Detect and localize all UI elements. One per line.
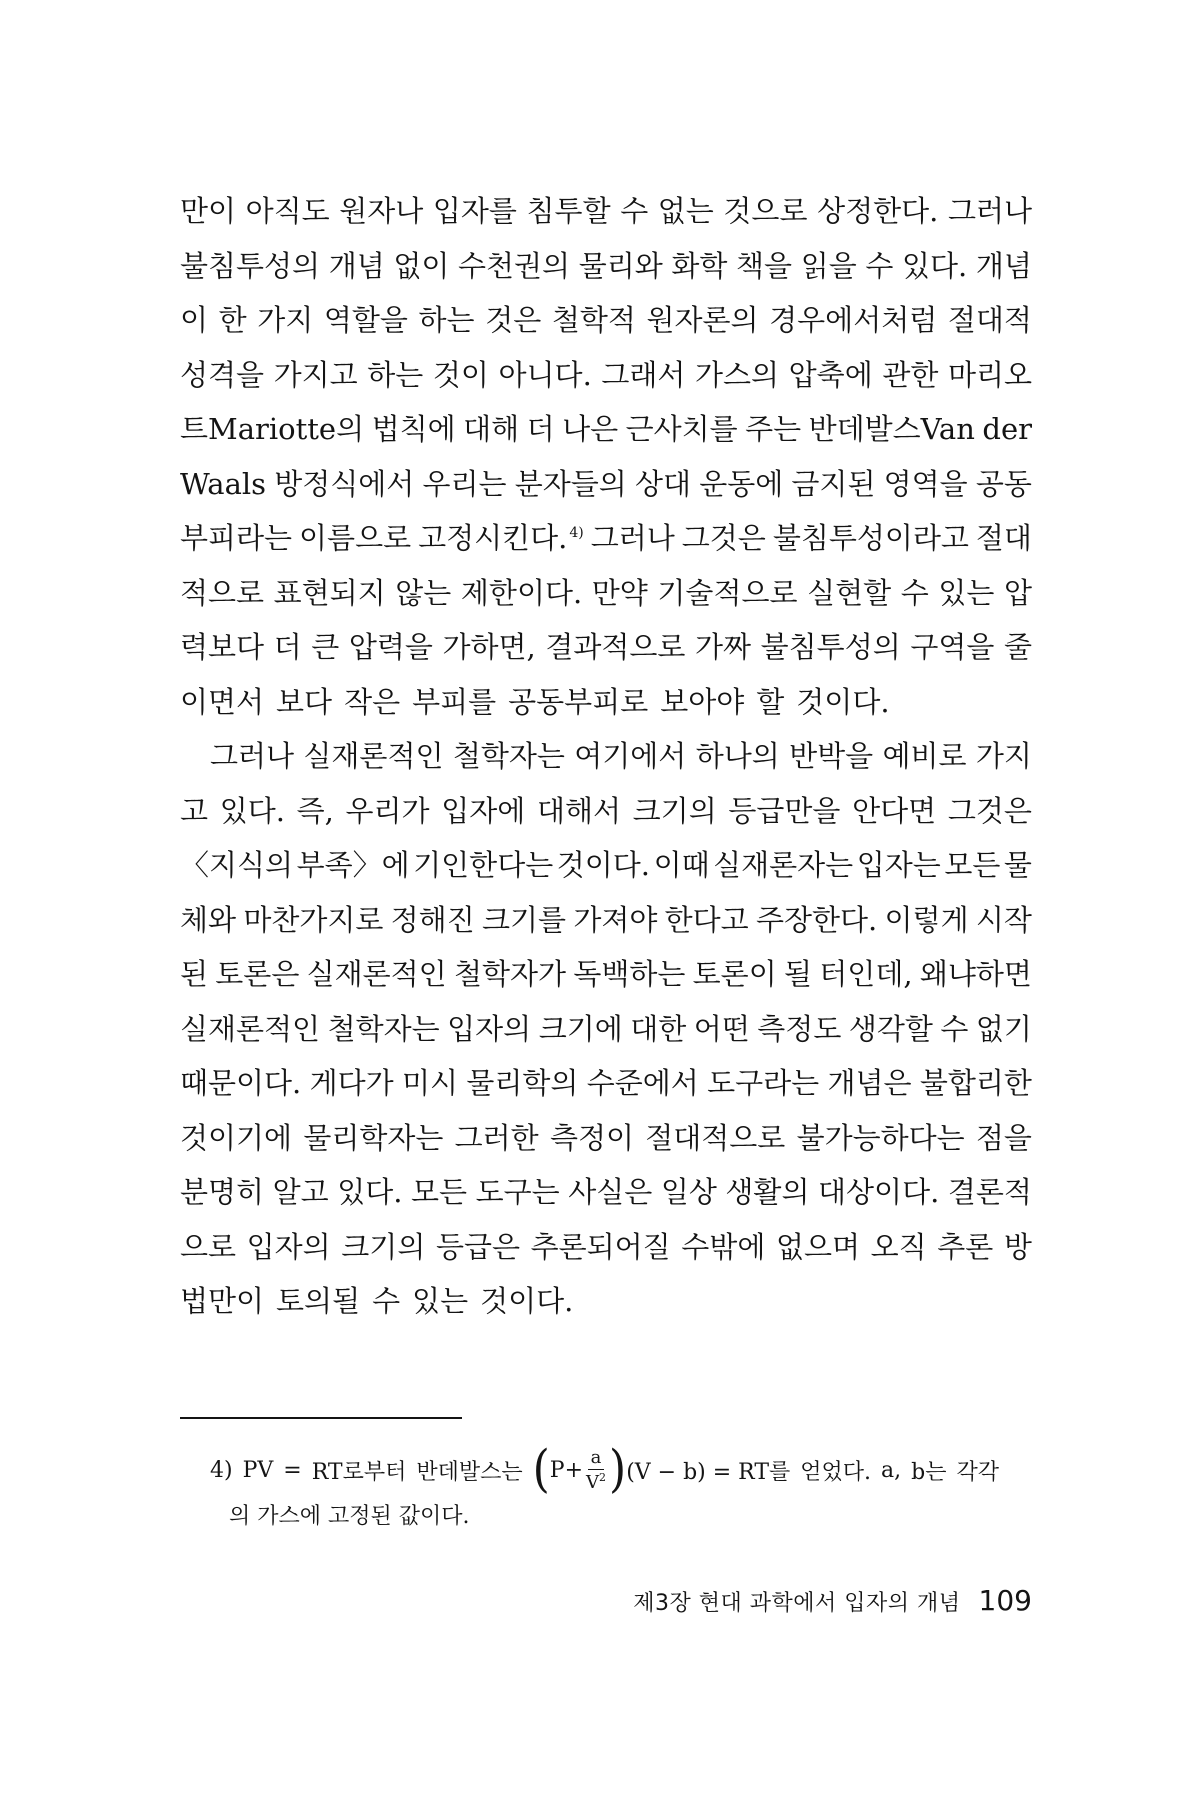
word: 개념 [975, 248, 1032, 283]
word: 가짜 [695, 630, 752, 664]
word: der [982, 412, 1032, 446]
word: 대해 [463, 412, 520, 446]
footnote-ref: 4) [569, 525, 584, 542]
word: 고 [180, 793, 209, 828]
formula-p: P+ [549, 1457, 584, 1483]
word: 사실은 [568, 1175, 653, 1209]
word: 것이다. [556, 848, 651, 882]
word: 수 [865, 248, 894, 283]
word: PV [242, 1457, 274, 1483]
word: RT로부터 [311, 1459, 407, 1485]
word: 고정시킨다. [418, 521, 568, 555]
word: 나은 [562, 412, 619, 446]
word: 제한이다. [460, 575, 583, 610]
word: 정해진 [390, 902, 475, 937]
word: 생활의 [725, 1175, 810, 1209]
word: 대한 [630, 1011, 687, 1046]
word: 상정한다. [817, 194, 939, 228]
van-der-waals-equation [532, 1440, 791, 1499]
word: 근사치를 [625, 412, 738, 446]
text-line [180, 1002, 1032, 1057]
word: 시작 [975, 902, 1032, 937]
text-line [180, 729, 1032, 784]
word: 이때 [653, 848, 710, 882]
word: 것이 [432, 357, 489, 392]
word: 대상이다. [818, 1175, 940, 1209]
word: 그러나 [210, 739, 295, 773]
word: 상대 [634, 466, 691, 501]
word: 크기의 [632, 793, 717, 828]
word: 경우에서처럼 [769, 303, 938, 337]
word: 우리가 [345, 793, 430, 828]
word: 절대적으로 [645, 1120, 786, 1155]
word: 철학자가 [453, 957, 567, 991]
word: 입자의 [447, 1011, 532, 1046]
word: 보다 [276, 684, 333, 719]
text-line [180, 402, 1032, 457]
word: 즉, [296, 793, 334, 828]
word: 이렇게 [884, 902, 969, 937]
word: 역할을 [323, 303, 408, 337]
word: 등급만을 [728, 793, 841, 828]
word: 가스의 [695, 357, 780, 392]
word: 관한 [882, 357, 939, 392]
word: 개념 [328, 248, 385, 283]
word: 분자들의 [514, 466, 627, 501]
close-paren: ) [609, 1440, 627, 1499]
word: 반데발스는 [416, 1459, 523, 1485]
word: 실재론자는 [713, 848, 854, 882]
word: 실재론적인 [306, 957, 447, 991]
word: 것이다. [796, 684, 890, 719]
footnote-separator [180, 1417, 462, 1419]
word: 압력을 [348, 630, 433, 664]
word: 여기에서 [574, 739, 687, 773]
word: 게다가 [309, 1066, 394, 1100]
word: 토의될 [276, 1284, 361, 1318]
word: 어떤 [693, 1011, 750, 1046]
word: 불침투성이라고 [772, 521, 969, 555]
word: 력보다 [180, 630, 265, 664]
word: 아직도 [245, 194, 330, 228]
fraction [586, 1446, 607, 1493]
word: 있다. [219, 793, 285, 828]
word: 큰 [311, 630, 340, 664]
word: 철학적 [551, 303, 636, 337]
word: 수밖에 [681, 1229, 766, 1264]
denominator-exponent: 2 [599, 1470, 607, 1484]
word: 있다. [337, 1175, 403, 1209]
text-line [180, 566, 1032, 621]
formula-rest: (V − b) = RT를 [626, 1459, 791, 1485]
word: 있는 [938, 575, 995, 610]
word: 표현되지 [273, 575, 386, 610]
word: 입자에 [441, 793, 526, 828]
word: 주장한다. [755, 902, 878, 937]
word: 만이 [180, 194, 237, 228]
word: 결과적으로 [545, 630, 686, 664]
fraction-denominator [586, 1470, 606, 1492]
text-line [180, 1274, 1032, 1329]
text-line [180, 239, 1032, 294]
word: 가지 [257, 303, 314, 337]
word: 알고 [272, 1175, 329, 1209]
word: 입자의 [246, 1229, 331, 1264]
word: 불가능하다는 [796, 1120, 965, 1155]
word: 절대 [975, 521, 1032, 555]
text-line [180, 1165, 1032, 1220]
body-text [180, 184, 1032, 1329]
word: 없는 [657, 194, 714, 228]
word: 성격을 [180, 357, 265, 392]
word: 될 [784, 957, 813, 991]
word: 방 [1003, 1229, 1032, 1264]
word: 이름으로 [299, 521, 412, 555]
word: 기술적으로 [657, 575, 798, 610]
footnote-number: 4) [210, 1457, 233, 1483]
word: 하는 [367, 357, 424, 392]
text-line [180, 1056, 1032, 1111]
word: 실재론적인 [303, 739, 444, 773]
word: 불침투성의 [760, 630, 901, 664]
word: 부피라는 [180, 521, 293, 555]
word: 물리와 [578, 248, 663, 283]
word: 수천권의 [458, 248, 571, 283]
word: 부피를 [412, 684, 497, 719]
word: a, [881, 1457, 902, 1483]
word: 입자는 [856, 848, 941, 882]
word: 실현할 [807, 575, 892, 610]
word-with-footnote-ref [418, 511, 584, 566]
text-line [180, 511, 1032, 566]
text-line [180, 675, 1032, 730]
word: 영역을 [883, 466, 968, 501]
word: 더 [273, 630, 302, 664]
word: 줄 [1003, 630, 1032, 664]
word: 압 [1003, 575, 1032, 610]
word: 독백하는 [573, 957, 686, 991]
word: 각각 [956, 1459, 1000, 1485]
word: 〈지식의 [180, 848, 294, 882]
footnote-line: 의 가스에 고정된 값이다. [229, 1503, 470, 1529]
word: 공동부피로 [508, 684, 649, 719]
word: 입자를 [432, 194, 517, 228]
text-line [180, 620, 1032, 675]
chapter-title: 제3장 현대 과학에서 입자의 개념 [633, 1591, 961, 1616]
word: 보아야 [660, 684, 745, 719]
page-number: 109 [978, 1584, 1032, 1617]
word: 도구라는 [707, 1066, 820, 1100]
word: 도구는 [475, 1175, 560, 1209]
word: 가하면, [442, 630, 536, 664]
word: 모든 [411, 1175, 468, 1209]
word: 으로 [180, 1229, 237, 1264]
word: 원자론의 [646, 303, 759, 337]
word: 점을 [975, 1120, 1032, 1155]
word: 공동 [975, 466, 1032, 501]
word: 생각할 [848, 1011, 933, 1046]
word: 이 [180, 303, 209, 337]
word: 물 [1003, 848, 1032, 882]
footnote [210, 1440, 1032, 1534]
word: 실재론적인 [180, 1011, 321, 1046]
word: 등급은 [435, 1229, 520, 1264]
word: Waals [180, 466, 267, 501]
word: 금지된 [791, 466, 876, 501]
denominator-base: V [586, 1471, 600, 1493]
word: 토론은 [215, 957, 300, 991]
word: 예비로 [882, 739, 967, 773]
word: 주는 [745, 412, 802, 446]
word: 우리는 [422, 466, 507, 501]
word: 된 [180, 957, 209, 991]
word: 작은 [344, 684, 401, 719]
word: 가지 [975, 739, 1032, 773]
word: 법만이 [180, 1284, 265, 1318]
word: 측정도 [757, 1011, 842, 1046]
word: 절대적 [947, 303, 1032, 337]
word: 그러나 [590, 521, 675, 555]
fraction-numerator: a [588, 1449, 605, 1470]
word: 그것은 [947, 793, 1032, 828]
word: 하는 [418, 303, 475, 337]
word: 일상 [660, 1175, 717, 1209]
word: 크기를 [482, 902, 567, 937]
word: 읽을 [800, 248, 857, 283]
footnote-line [210, 1440, 1032, 1499]
word: 체와 [180, 902, 237, 937]
word: 터인데, [819, 957, 913, 991]
word: 수 [620, 194, 649, 228]
word: 있다. [901, 248, 968, 283]
word: 미시 [401, 1066, 459, 1100]
word: = [283, 1457, 302, 1483]
word: 왜냐하면 [919, 957, 1032, 991]
word: 오직 [870, 1229, 927, 1264]
word: 수준에서 [586, 1066, 699, 1100]
text-line [180, 457, 1032, 512]
text-line [180, 838, 1032, 893]
word: 반데발스Van [808, 412, 975, 446]
word: 측정이 [549, 1120, 634, 1155]
word: 철학자는 [452, 739, 565, 773]
word: 트Mariotte의 [180, 412, 365, 446]
text-line [180, 348, 1032, 403]
word: 크기의 [341, 1229, 426, 1264]
word: 개념은 [827, 1066, 912, 1100]
text-line [180, 947, 1032, 1002]
text-line [180, 1220, 1032, 1275]
word: 것으로 [723, 194, 808, 228]
word: 수 [372, 1284, 401, 1318]
word: 원자나 [339, 194, 424, 228]
word: 할 [756, 684, 785, 719]
word: 법칙에 [371, 412, 456, 446]
word: 부족〉에 [296, 848, 410, 882]
word: 더 [526, 412, 555, 446]
word: 토론이 [692, 957, 777, 991]
running-footer [580, 1584, 1032, 1617]
word: 않는 [395, 575, 452, 610]
word: 운동에 [699, 466, 784, 501]
word: 불합리한 [919, 1066, 1032, 1100]
text-line [180, 893, 1032, 948]
word: 불침투성의 [180, 248, 321, 283]
word: 그러한 [454, 1120, 539, 1155]
word: 반박을 [789, 739, 874, 773]
word: 그것은 [681, 521, 766, 555]
word: 한 [218, 303, 247, 337]
word: 구역을 [910, 630, 995, 664]
word: 얻었다. [800, 1459, 872, 1485]
word: 화학 [671, 248, 728, 283]
word: 기인한다는 [413, 848, 554, 882]
word: 하나의 [695, 739, 780, 773]
word: 없이 [393, 248, 450, 283]
word: 있는 [412, 1284, 469, 1318]
text-line [180, 784, 1032, 839]
word: 이면서 [180, 684, 265, 719]
text-line [180, 184, 1032, 239]
word: 그러나 [947, 194, 1032, 228]
word: 한다고 [664, 902, 749, 937]
text-line [180, 293, 1032, 348]
word: 아니다. [498, 357, 592, 392]
word: 마리오 [947, 357, 1032, 392]
word: 적으로 [180, 575, 265, 610]
word: 철학자는 [327, 1011, 440, 1046]
word: 것이다. [480, 1284, 574, 1318]
word: 없으며 [775, 1229, 860, 1264]
word: 수 [900, 575, 929, 610]
word: 없기 [975, 1011, 1032, 1046]
word: 때문이다. [180, 1066, 302, 1100]
word: 추론 [937, 1229, 994, 1264]
word: 침투할 [526, 194, 611, 228]
word: 방정식에서 [274, 466, 415, 501]
word: 안다면 [852, 793, 937, 828]
word: 것은 [485, 303, 542, 337]
word: 크기에 [538, 1011, 623, 1046]
word: 그래서 [601, 357, 686, 392]
word: 물리학의 [466, 1066, 579, 1100]
word: 것이기에 [180, 1120, 293, 1155]
word: 압축에 [788, 357, 873, 392]
word: 분명히 [180, 1175, 265, 1209]
word: 마찬가지로 [243, 902, 384, 937]
open-paren: ( [532, 1440, 550, 1499]
word: 책을 [736, 248, 793, 283]
word: b는 [911, 1459, 947, 1485]
word: 만약 [591, 575, 648, 610]
word: 대해서 [536, 793, 621, 828]
word: 가져야 [573, 902, 658, 937]
text-line [180, 1111, 1032, 1166]
word: 물리학자는 [303, 1120, 444, 1155]
word: 수 [940, 1011, 969, 1046]
word: 가지고 [273, 357, 358, 392]
word: 모든 [944, 848, 1001, 882]
word: 결론적 [947, 1175, 1032, 1209]
word: 추론되어질 [530, 1229, 671, 1264]
